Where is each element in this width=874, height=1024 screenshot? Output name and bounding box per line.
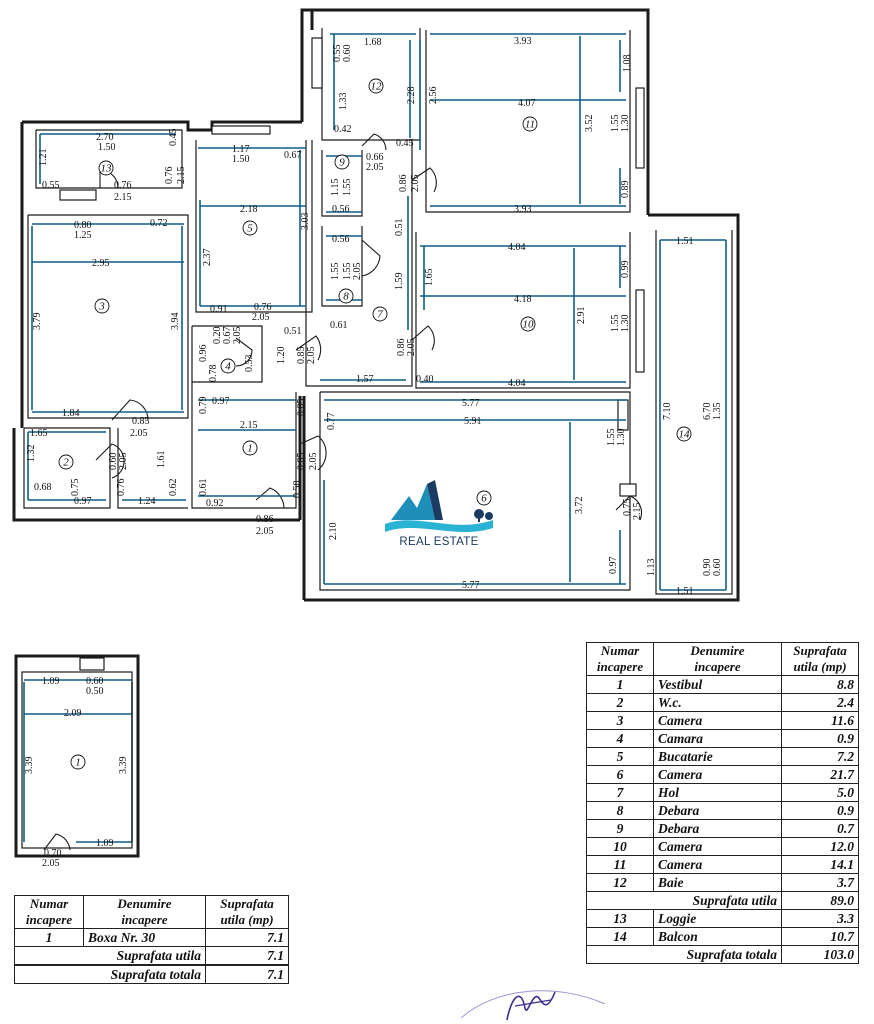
dim-label: 3.93: [514, 204, 532, 215]
storage-room-number: 1: [75, 756, 81, 769]
room-number-cell: 5: [587, 748, 654, 766]
dim-label: 3.52: [584, 114, 595, 132]
room-number-label: 11: [524, 118, 536, 131]
dim-label: 0.60: [108, 452, 119, 470]
dim-label: 2.05: [118, 452, 129, 470]
dim-label: 1.25: [74, 230, 92, 241]
room-name-cell: Loggie: [654, 910, 782, 928]
dim-label: 2.05: [410, 174, 421, 192]
dim-label: 1.32: [26, 444, 37, 462]
dim-label: 0.62: [168, 478, 179, 496]
dim-label: 1.09: [42, 676, 60, 687]
dim-label: 4.18: [514, 294, 532, 305]
room-number-label: 8: [343, 290, 349, 303]
room-area-cell: 10.7: [782, 928, 859, 946]
dim-label: 1.57: [356, 374, 374, 385]
room-name-cell: Baie: [654, 874, 782, 892]
room-area-cell: 14.1: [782, 856, 859, 874]
room-area-cell: 0.9: [782, 802, 859, 820]
table-row: [587, 892, 859, 910]
dim-label: 1.68: [364, 37, 382, 48]
dim-label: 0.56: [332, 204, 350, 215]
table-row: [587, 712, 859, 730]
room-area-cell: 0.9: [782, 730, 859, 748]
dim-label: 0.99: [620, 260, 631, 278]
room-number-label: 10: [522, 318, 534, 331]
dim-label: 2.15: [632, 502, 643, 520]
table-row: [587, 856, 859, 874]
dim-label: 5.77: [462, 580, 480, 591]
dim-label: 1.20: [276, 346, 287, 364]
room-number-cell: 1: [15, 929, 84, 947]
dim-label: 0.86: [398, 174, 409, 192]
room-area-cell: 2.4: [782, 694, 859, 712]
dim-label: 1.84: [62, 408, 80, 419]
dim-label: 3.79: [32, 312, 43, 330]
dim-label: 2.05: [42, 858, 60, 869]
dim-label: 0.97: [74, 496, 92, 507]
room-number-label: 3: [99, 300, 105, 313]
dim-label: 1.09: [96, 838, 114, 849]
room-name-cell: Camera: [654, 766, 782, 784]
dim-label: 0.76: [164, 166, 175, 184]
room-area-cell: 7.2: [782, 748, 859, 766]
logo-mark: [377, 476, 501, 538]
table-row: [587, 874, 859, 892]
table-row: [587, 802, 859, 820]
room-number-cell: 3: [587, 712, 654, 730]
dim-label: 1.55: [610, 314, 621, 332]
dim-label: 0.75: [70, 478, 81, 496]
room-area-cell: 7.1: [206, 929, 289, 947]
table-row: [587, 928, 859, 946]
room-name-cell: Debara: [654, 820, 782, 838]
dim-label: 0.85: [132, 416, 150, 427]
room-name-cell: Bucatarie: [654, 748, 782, 766]
dim-label: 1.55: [610, 114, 621, 132]
dim-label: 1.30: [620, 314, 631, 332]
dim-label: 2.70: [96, 132, 114, 143]
dim-label: 0.53: [244, 354, 255, 372]
room-name-cell: Camera: [654, 712, 782, 730]
dim-label: 0.85: [296, 346, 307, 364]
dim-label: 0.70: [44, 848, 62, 859]
dim-label: 0.80: [74, 220, 92, 231]
dim-label: 2.91: [576, 306, 587, 324]
dim-label: 1.61: [156, 450, 167, 468]
dim-label: 1.21: [38, 148, 49, 166]
col-header-area: Suprafata utila (mp): [782, 643, 859, 676]
dim-label: 5.77: [462, 398, 480, 409]
dim-label: 0.86: [256, 514, 274, 525]
room-number-label: 12: [370, 80, 382, 93]
dim-label: 2.05: [232, 326, 243, 344]
col-header-number: Numar incapere: [587, 643, 654, 676]
dim-label: 2.05: [306, 346, 317, 364]
dim-label: 1.51: [676, 236, 694, 247]
dim-label: 2.28: [406, 86, 417, 104]
dim-label: 0.86: [396, 338, 407, 356]
dim-label: 2.05: [252, 312, 270, 323]
dim-label: 0.67: [284, 150, 302, 161]
dim-label: 1.51: [676, 586, 694, 597]
dim-label: 0.78: [208, 364, 219, 382]
room-number-label: 13: [100, 162, 112, 175]
dim-label: 0.76: [114, 180, 132, 191]
total-area-label: Suprafata totala: [15, 966, 206, 984]
table-row: [587, 694, 859, 712]
room-area-table: [586, 642, 859, 964]
dim-label: 1.65: [30, 428, 48, 439]
dim-label: 1.33: [338, 92, 349, 110]
storage-area-table: [14, 895, 289, 984]
dim-label: 1.50: [98, 142, 116, 153]
usable-area-label: Suprafata utila: [587, 892, 782, 910]
dim-label: 1.55: [606, 428, 617, 446]
usable-area-value: 89.0: [782, 892, 859, 910]
dim-label: 2.15: [114, 192, 132, 203]
table-row: [587, 946, 859, 964]
room-name-cell: Hol: [654, 784, 782, 802]
room-number-cell: 14: [587, 928, 654, 946]
dim-label: 0.60: [712, 558, 723, 576]
dim-label: 0.61: [198, 478, 209, 496]
dim-label: 3.39: [24, 756, 35, 774]
room-name-cell: Camara: [654, 730, 782, 748]
dim-label: 0.68: [34, 482, 52, 493]
table-row: [587, 910, 859, 928]
dim-label: 0.55: [332, 44, 343, 62]
room-area-cell: 0.7: [782, 820, 859, 838]
room-area-cell: 11.6: [782, 712, 859, 730]
dim-label: 2.05: [352, 262, 363, 280]
dim-label: 2.05: [308, 452, 319, 470]
room-number-label: 14: [678, 428, 690, 441]
dim-label: 0.76: [254, 302, 272, 313]
dim-label: 2.05: [130, 428, 148, 439]
dim-label: 6.70: [702, 402, 713, 420]
dim-label: 0.90: [702, 558, 713, 576]
dim-label: 0.51: [394, 218, 405, 236]
usable-area-value: 7.1: [206, 947, 289, 965]
dim-label: 0.89: [620, 180, 631, 198]
room-name-cell: Vestibul: [654, 676, 782, 694]
dim-label: 0.50: [86, 686, 104, 697]
real-estate-logo: [377, 476, 501, 556]
room-name-cell: Camera: [654, 838, 782, 856]
room-number-cell: 8: [587, 802, 654, 820]
dim-label: 0.45: [168, 128, 179, 146]
room-name-cell: Balcon: [654, 928, 782, 946]
dim-label: 0.58: [292, 480, 303, 498]
room-number-label: 2: [63, 456, 69, 469]
dim-label: 3.39: [118, 756, 129, 774]
room-number-cell: 2: [587, 694, 654, 712]
dim-label: 1.55: [342, 178, 353, 196]
room-number-cell: 7: [587, 784, 654, 802]
dim-label: 2.10: [328, 522, 339, 540]
dim-label: 1.50: [232, 154, 250, 165]
dim-label: 7.10: [662, 402, 673, 420]
dim-label: 0.85: [296, 398, 307, 416]
dim-label: 1.15: [330, 178, 341, 196]
table-row: [15, 947, 289, 965]
dim-label: 1.17: [232, 144, 250, 155]
room-number-label: 6: [481, 492, 487, 505]
room-area-cell: 8.8: [782, 676, 859, 694]
dim-label: 0.75: [622, 498, 633, 516]
dim-label: 2.05: [256, 526, 274, 537]
dim-label: 5.91: [464, 416, 482, 427]
dim-label: 3.93: [514, 36, 532, 47]
dim-label: 2.05: [366, 162, 384, 173]
room-number-cell: 9: [587, 820, 654, 838]
total-area-label: Suprafata totala: [587, 946, 782, 964]
logo-brand-text: REAL ESTATE: [399, 536, 479, 548]
room-number-label: 1: [247, 442, 253, 455]
table-row: [587, 730, 859, 748]
dim-label: 2.37: [202, 248, 213, 266]
room-number-cell: 4: [587, 730, 654, 748]
table-row: [587, 766, 859, 784]
dim-label: 1.59: [394, 272, 405, 290]
dim-label: 4.07: [518, 98, 536, 109]
room-number-cell: 6: [587, 766, 654, 784]
room-number-label: 5: [247, 222, 253, 235]
col-header-area: Suprafata utila (mp): [206, 896, 289, 929]
dim-label: 0.92: [206, 498, 224, 509]
dim-label: 0.85: [296, 452, 307, 470]
room-area-cell: 21.7: [782, 766, 859, 784]
dim-label: 1.65: [424, 268, 435, 286]
dim-label: 2.56: [428, 86, 439, 104]
room-number-cell: 10: [587, 838, 654, 856]
dim-label: 3.03: [300, 212, 311, 230]
dim-label: 1.24: [138, 496, 156, 507]
dim-label: 1.30: [620, 114, 631, 132]
signature-stamp: [455, 978, 615, 1024]
table-row: [15, 966, 289, 984]
dim-label: 2.05: [406, 338, 417, 356]
table-row: [587, 676, 859, 694]
table-row: [587, 784, 859, 802]
dim-label: 4.04: [508, 242, 526, 253]
room-name-cell: Boxa Nr. 30: [84, 929, 206, 947]
dim-label: 0.56: [332, 234, 350, 245]
room-name-cell: Camera: [654, 856, 782, 874]
room-number-cell: 13: [587, 910, 654, 928]
dim-label: 0.91: [210, 304, 228, 315]
table-row: [587, 838, 859, 856]
usable-area-label: Suprafata utila: [15, 947, 206, 965]
room-number-cell: 1: [587, 676, 654, 694]
dim-label: 0.55: [42, 180, 60, 191]
dim-label: 0.20: [212, 326, 223, 344]
dim-label: 1.55: [330, 262, 341, 280]
table-row: [587, 748, 859, 766]
dim-label: 0.45: [396, 138, 414, 149]
dim-label: 1.08: [622, 54, 633, 72]
dim-label: 0.66: [366, 152, 384, 163]
dim-label: 2.18: [240, 204, 258, 215]
total-area-value: 7.1: [206, 966, 289, 984]
dim-label: 3.94: [170, 312, 181, 330]
room-number-label: 7: [377, 308, 383, 321]
dim-label: 0.76: [116, 478, 127, 496]
room-area-cell: 3.3: [782, 910, 859, 928]
dim-label: 0.67: [222, 326, 233, 344]
room-name-cell: Debara: [654, 802, 782, 820]
dim-label: 3.72: [574, 496, 585, 514]
dim-label: 2.09: [64, 708, 82, 719]
table-row: [15, 929, 289, 947]
room-number-cell: 11: [587, 856, 654, 874]
dim-label: 0.61: [330, 320, 348, 331]
total-area-value: 103.0: [782, 946, 859, 964]
dim-label: 1.13: [646, 558, 657, 576]
room-area-cell: 12.0: [782, 838, 859, 856]
dim-label: 1.30: [616, 428, 627, 446]
dim-label: 0.97: [212, 396, 230, 407]
dim-label: 0.72: [150, 218, 168, 229]
dim-label: 0.40: [416, 374, 434, 385]
dim-label: 0.51: [284, 326, 302, 337]
dim-label: 1.55: [342, 262, 353, 280]
dim-label: 2.95: [92, 258, 110, 269]
dim-label: 2.15: [176, 166, 187, 184]
room-area-cell: 5.0: [782, 784, 859, 802]
col-header-name: Denumire incapere: [84, 896, 206, 929]
room-number-label: 4: [225, 360, 231, 373]
col-header-number: Numar incapere: [15, 896, 84, 929]
dim-label: 0.42: [334, 124, 352, 135]
col-header-name: Denumire incapere: [654, 643, 782, 676]
room-name-cell: W.c.: [654, 694, 782, 712]
room-number-cell: 12: [587, 874, 654, 892]
dim-label: 0.97: [608, 556, 619, 574]
dim-label: 0.60: [342, 44, 353, 62]
dim-label: 1.35: [712, 402, 723, 420]
dim-label: 0.96: [198, 344, 209, 362]
room-number-label: 9: [339, 156, 345, 169]
dim-label: 0.60: [86, 676, 104, 687]
room-area-cell: 3.7: [782, 874, 859, 892]
dim-label: 0.77: [326, 412, 337, 430]
table-row: [587, 820, 859, 838]
dim-label: 0.79: [198, 396, 209, 414]
dim-label: 2.15: [240, 420, 258, 431]
dim-label: 4.04: [508, 378, 526, 389]
